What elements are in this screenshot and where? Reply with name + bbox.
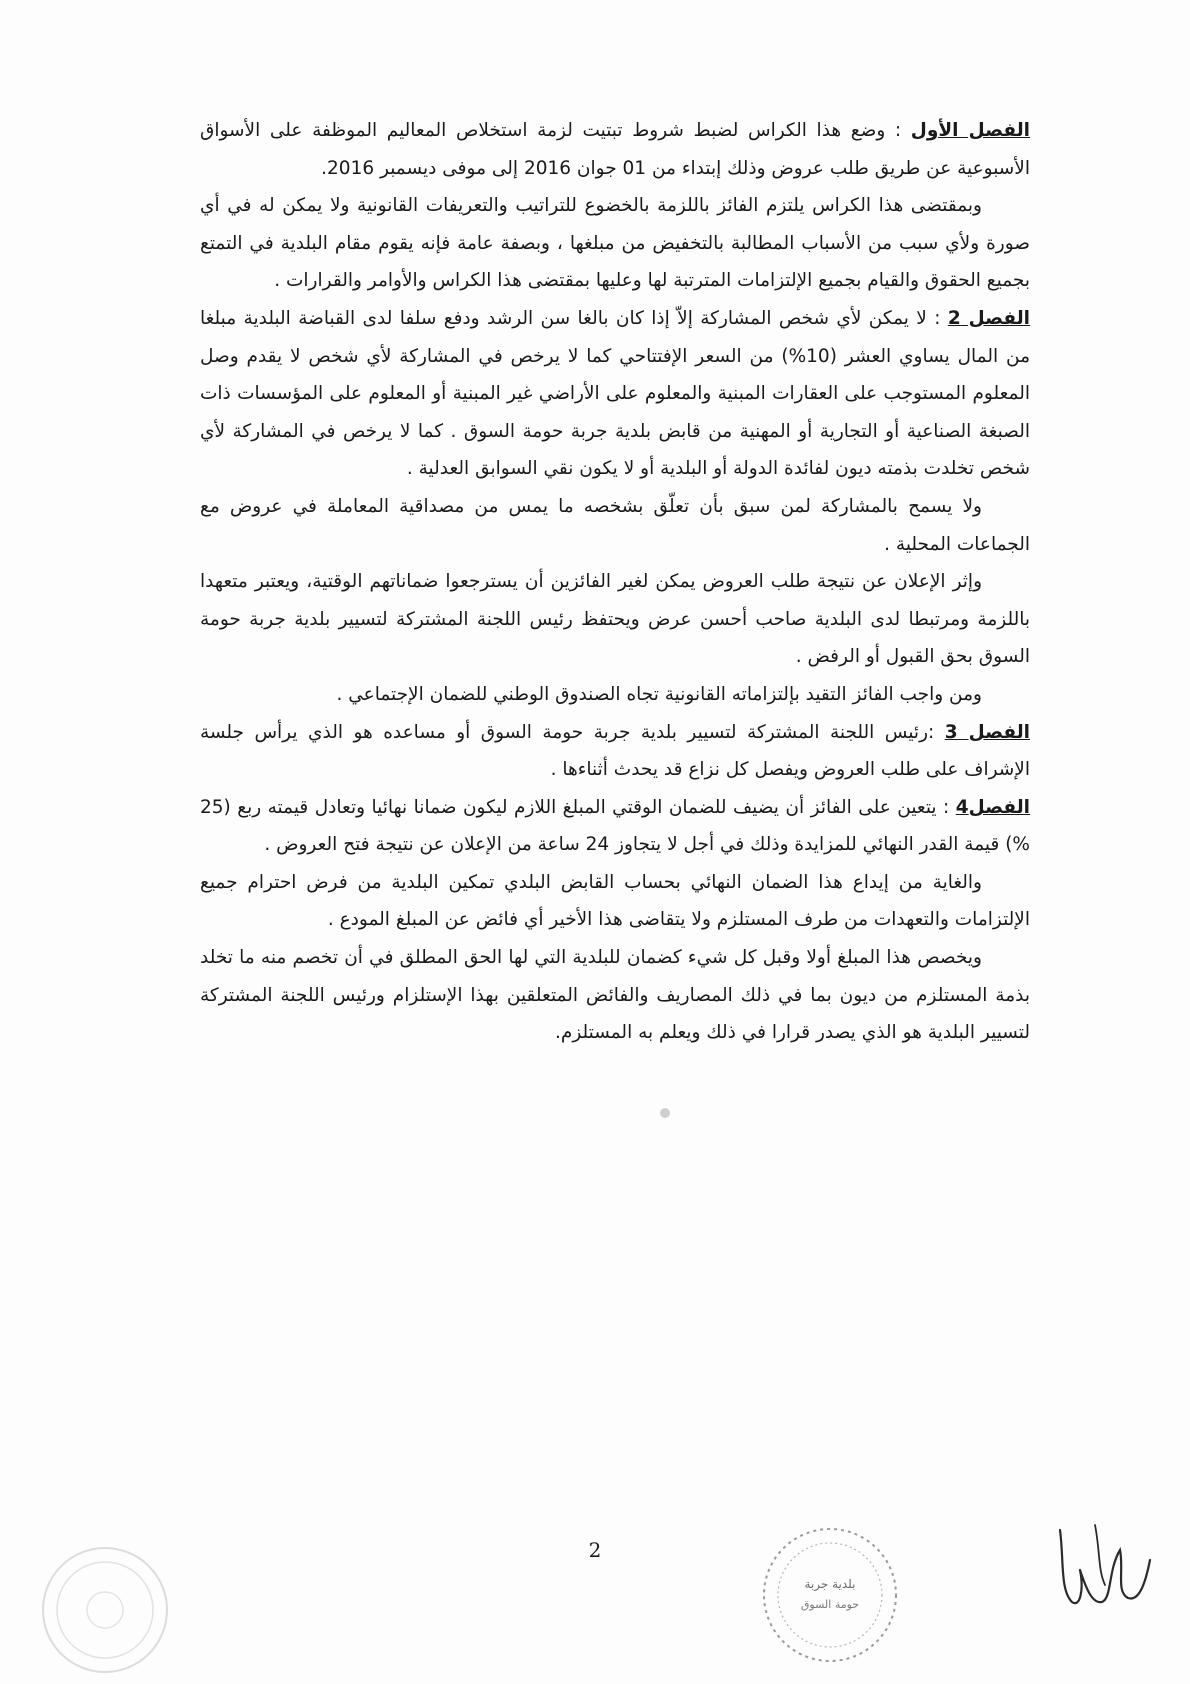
stamp-line-1: بلدية جربة — [804, 1577, 856, 1591]
handwritten-signature — [1050, 1510, 1160, 1620]
paragraph-article-3 — [200, 714, 1030, 789]
page-number: 2 — [588, 1538, 602, 1562]
article-4-heading: الفصل4 — [955, 796, 1030, 818]
paragraph: وإثر الإعلان عن نتيجة طلب العروض يمكن لغير الفائزين أن يسترجعوا ضماناتهم الوقتية، ويعتبر متعهدا باللزمة ومرتبطا لدى البلدية صاحب أحسن عرض ويحتفظ رئيس اللجنة المشتركة لتسيير بلدية جربة حومة السوق بحق القبول أو الرفض . — [200, 571, 1030, 668]
paragraph: ولا يسمح بالمشاركة لمن سبق بأن تعلّق بشخصه ما يمس من مصداقية المعاملة في عروض مع الجماعات المحلية . — [200, 495, 1030, 555]
paragraph-article-2 — [200, 300, 1030, 488]
municipality-stamp — [755, 1520, 905, 1670]
paragraph: ومن واجب الفائز التقيد بإلتزاماته القانونية تجاه الصندوق الوطني للضمان الإجتماعي . — [336, 683, 982, 705]
stamp-line-2: حومة السوق — [800, 1598, 860, 1611]
faint-seal-stamp — [20, 1530, 190, 1680]
faint-mark — [660, 1108, 670, 1118]
article-3-heading: الفصل 3 — [944, 721, 1030, 743]
article-3-text: :رئيس اللجنة المشتركة لتسيير بلدية جربة حومة السوق أو مساعده هو الذي يرأس جلسة الإشراف على طلب العروض ويفصل كل نزاع قد يحدث أثناءها . — [200, 721, 1030, 781]
paragraph: والغاية من إيداع هذا الضمان النهائي بحساب القابض البلدي تمكين البلدية من فرض احترام جميع الإلتزامات والتعهدات من طرف المستلزم ولا يتقاضى هذا الأخير أي فائض عن المبلغ المودع . — [200, 871, 1030, 931]
article-1-text: : وضع هذا الكراس لضبط شروط تبتيت لزمة استخلاص المعاليم الموظفة على الأسواق الأسبوعية عن طريق طلب عروض وذلك إبتداء من 01 جوان 2016 إلى موفى ديسمبر 2016. — [200, 120, 1030, 179]
article-4-text: : يتعين على الفائز أن يضيف للضمان الوقتي المبلغ اللازم ليكون ضمانا نهائيا وتعادل قيمته ربع (25 %) قيمة القدر النهائي للمزايدة وذلك في أجل لا يتجاوز 24 ساعة من الإعلان عن نتيجة فتح العروض . — [200, 796, 1030, 856]
paragraph: ويخصص هذا المبلغ أولا وقبل كل شيء كضمان للبلدية التي لها الحق المطلق في أن تخصم منه ما تخلد بذمة المستلزم من ديون بما في ذلك المصاريف والفائض المتعلقين بهذا الإستلزام ورئيس اللجنة المشتركة لتسيير البلدية هو الذي يصدر قرارا في ذلك ويعلم به المستلزم. — [200, 947, 1030, 1044]
article-2-text: : لا يمكن لأي شخص المشاركة إلاّ إذا كان بالغا سن الرشد ودفع سلفا لدى القباضة البلدية مبلغا من المال يساوي العشر (10%) من السعر الإفتتاحي كما لا يرخص في المشاركة لأي شخص لا يقدم وصل المعلوم المستوجب على العقارات المبنية والمعلوم على الأراضي غير المبنية أو المعلوم على المؤسسات ذات الصبغة الصناعية أو التجارية أو المهنية من قابض بلدية جربة حومة السوق . كما لا يرخص في المشاركة لأي شخص تخلدت بذمته ديون لفائدة الدولة أو البلدية أو لا يكون نقي السوابق العدلية . — [200, 307, 1030, 480]
paragraph-article-4 — [200, 789, 1030, 864]
document-body — [200, 112, 1030, 1052]
paragraph-article-1 — [200, 112, 1030, 187]
article-1-heading: الفصل الأول — [910, 120, 1030, 141]
paragraph: وبمقتضى هذا الكراس يلتزم الفائز باللزمة بالخضوع للتراتيب والتعريفات القانونية ولا يمكن له في أي صورة ولأي سبب من الأسباب المطالبة بالتخفيض من مبلغها ، وبصفة عامة فإنه يقوم مقام البلدية في التمتع بجميع الحقوق والقيام بجميع الإلتزامات المترتبة لها وعليها بمقتضى هذا الكراس والأوامر والقرارات . — [200, 195, 1030, 292]
article-2-heading: الفصل 2 — [947, 307, 1030, 329]
